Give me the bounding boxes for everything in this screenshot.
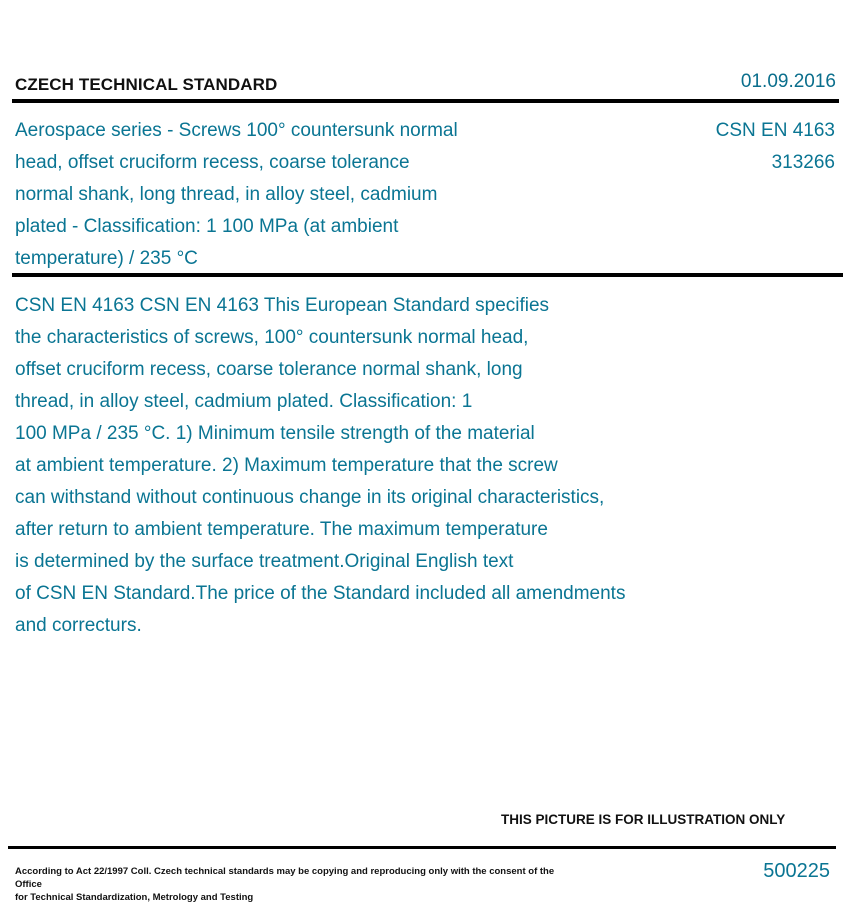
description-line: of CSN EN Standard.The price of the Standard included all amendments	[15, 583, 626, 604]
legal-line: According to Act 22/1997 Coll. Czech technical standards may be copying and reproducing only with the consent of the Office	[15, 866, 555, 890]
description-line: thread, in alloy steel, cadmium plated. Classification: 1	[15, 391, 473, 412]
standard-identifier	[716, 115, 835, 179]
description-line: 100 MPa / 235 °C. 1) Minimum tensile strength of the material	[15, 423, 535, 444]
description-line: after return to ambient temperature. The maximum temperature	[15, 519, 548, 540]
product-code: 500225	[763, 860, 830, 882]
description-line: at ambient temperature. 2) Maximum temperature that the screw	[15, 455, 558, 476]
title-divider	[12, 273, 843, 277]
description-line: the characteristics of screws, 100° countersunk normal head,	[15, 327, 529, 348]
title-line: Aerospace series - Screws 100° countersunk normal	[15, 120, 458, 141]
document-type-label: CZECH TECHNICAL STANDARD	[15, 75, 278, 94]
legal-line: for Technical Standardization, Metrology and Testing	[15, 892, 254, 903]
standard-title	[15, 115, 575, 275]
catalog-number: 313266	[771, 152, 835, 173]
illustration-disclaimer: THIS PICTURE IS FOR ILLUSTRATION ONLY	[501, 812, 786, 827]
standard-code: CSN EN 4163	[715, 120, 835, 141]
description-line: and correcturs.	[15, 615, 142, 636]
title-line: plated - Classification: 1 100 MPa (at ambient	[15, 216, 399, 237]
standard-description	[15, 290, 735, 642]
description-line: is determined by the surface treatment.Original English text	[15, 551, 514, 572]
description-line: CSN EN 4163 CSN EN 4163 This European Standard specifies	[15, 295, 550, 316]
title-line: temperature) / 235 °C	[15, 248, 198, 269]
description-line: can withstand without continuous change in its original characteristics,	[15, 487, 605, 508]
title-line: head, offset cruciform recess, coarse tolerance	[15, 152, 410, 173]
header-divider	[12, 99, 839, 103]
title-line: normal shank, long thread, in alloy steel, cadmium	[15, 184, 438, 205]
description-line: offset cruciform recess, coarse tolerance normal shank, long	[15, 359, 523, 380]
legal-notice	[15, 865, 575, 904]
footer-divider	[8, 846, 836, 849]
publication-date: 01.09.2016	[740, 71, 836, 92]
